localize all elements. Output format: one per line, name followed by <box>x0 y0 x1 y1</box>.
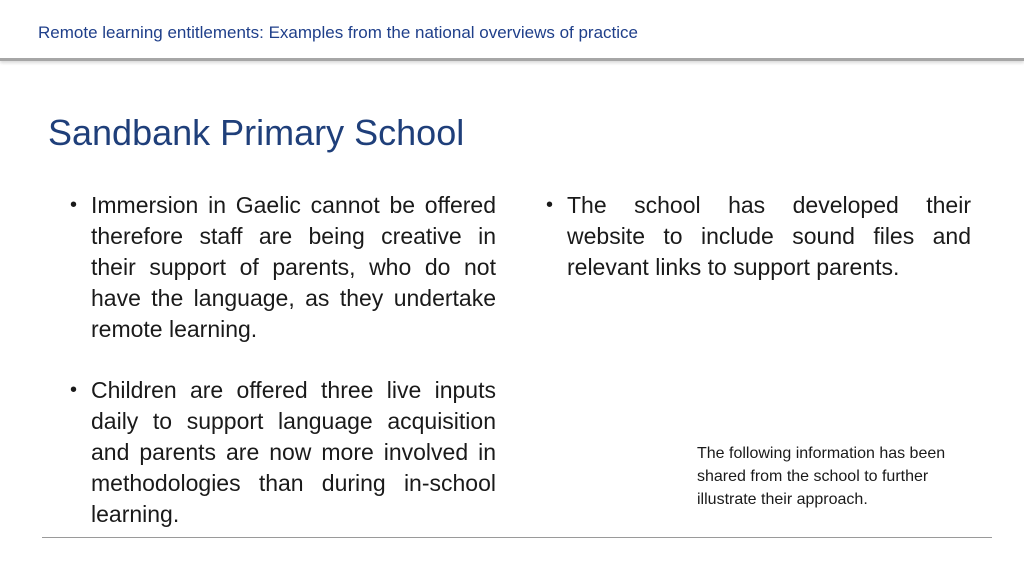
footer-divider <box>42 537 992 538</box>
header-title: Remote learning entitlements: Examples from the national overviews of practice <box>38 23 639 42</box>
bullet-text: Children are offered three live inputs daily to support language acquisition and parents are now more involved in methodologies than during in-school learning. <box>91 377 496 527</box>
bullet-icon: • <box>70 194 78 216</box>
header-bar <box>0 0 1024 61</box>
left-bullet-list <box>70 190 496 560</box>
bullet-icon: • <box>70 379 78 401</box>
bullet-item <box>70 375 496 530</box>
right-bullet-list <box>546 190 971 313</box>
bullet-text: The school has developed their website to include sound files and relevant links to support parents. <box>567 192 971 280</box>
info-note: The following information has been shared from the school to further illustrate their approach. <box>697 445 946 508</box>
bullet-text: Immersion in Gaelic cannot be offered therefore staff are being creative in their support of parents, who do not have the language, as they undertake remote learning. <box>91 192 496 342</box>
bullet-item <box>70 190 496 345</box>
page-title: Sandbank Primary School <box>48 112 465 153</box>
bullet-icon: • <box>546 194 554 216</box>
bullet-item <box>546 190 971 283</box>
